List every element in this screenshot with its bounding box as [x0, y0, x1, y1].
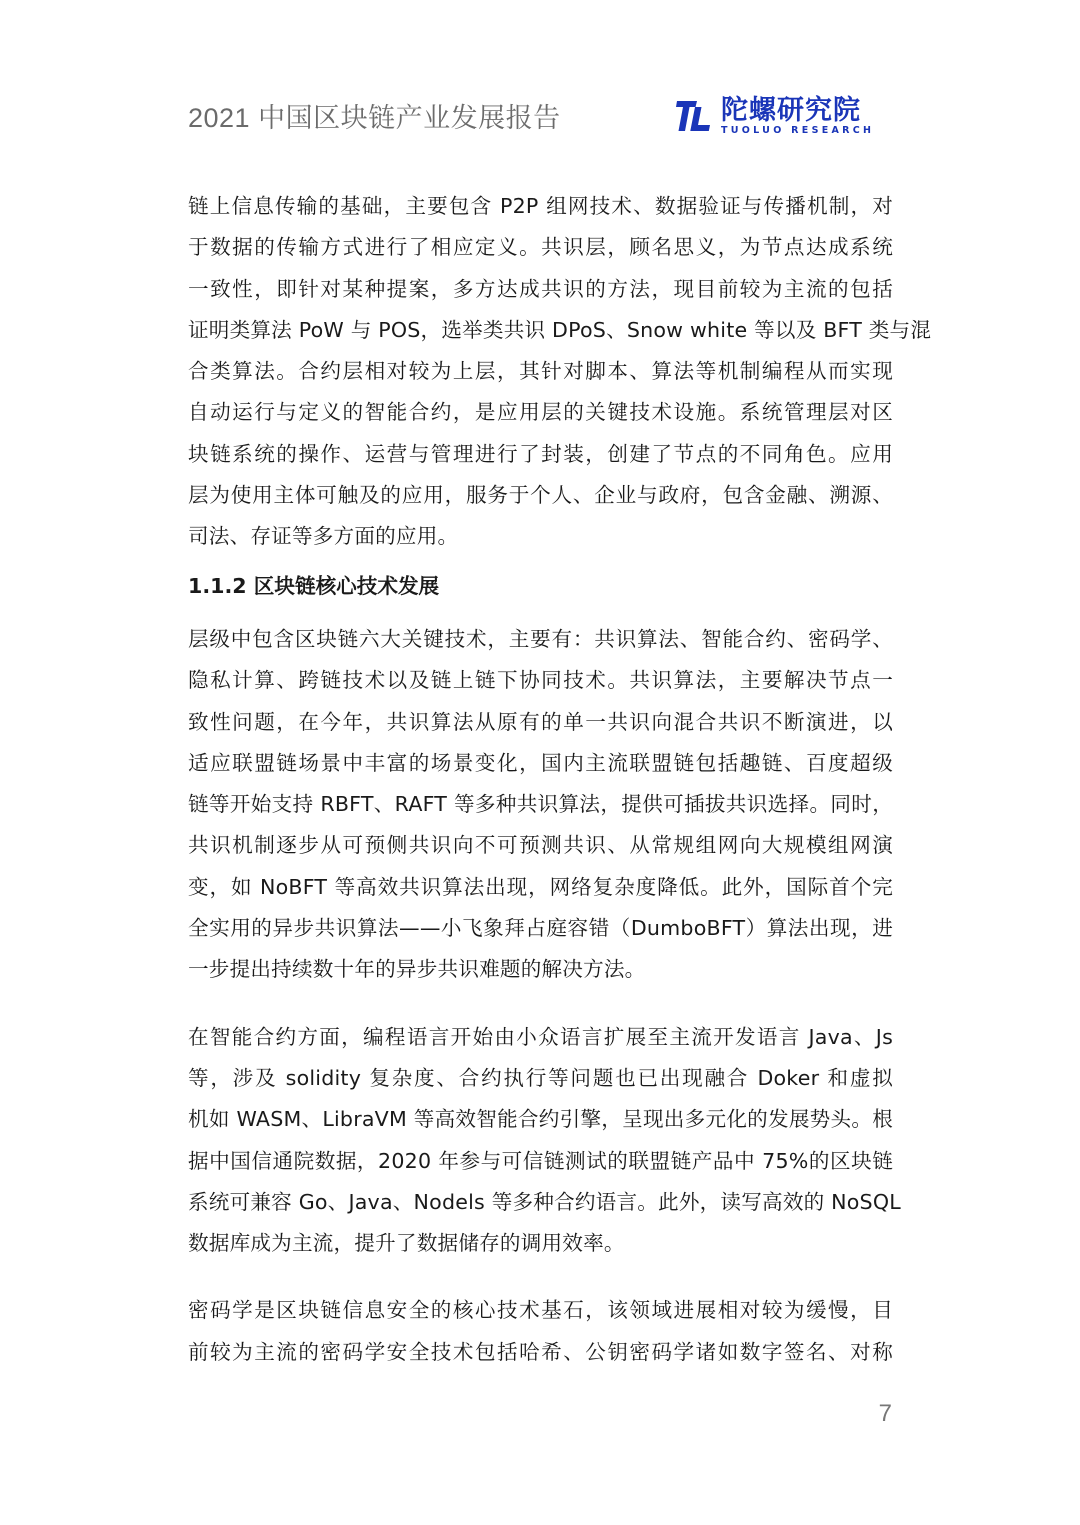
text-line: 适应联盟链场景中丰富的场景变化，国内主流联盟链包括趣链、百度超级 [188, 750, 893, 775]
tuoluo-research-logo [673, 94, 874, 138]
text-line: 在智能合约方面，编程语言开始由小众语言扩展至主流开发语言 Java、Js [188, 1024, 893, 1049]
text-line: 一致性，即针对某种提案，多方达成共识的方法，现目前较为主流的包括 [188, 276, 893, 301]
logo-name-cn: 陀螺研究院 [721, 94, 861, 126]
text-line: 全实用的异步共识算法——小飞象拜占庭容错（DumboBFT）算法出现，进 [188, 916, 893, 941]
text-line: 链等开始支持 RBFT、RAFT 等多种共识算法，提供可插拔共识选择。同时， [188, 792, 893, 817]
text-line: 密码学是区块链信息安全的核心技术基石，该领域进展相对较为缓慢，目 [188, 1298, 893, 1323]
paragraph-smart-contracts [188, 1017, 901, 1265]
text-line: 于数据的传输方式进行了相应定义。共识层，顾名思义，为节点达成系统 [188, 235, 893, 260]
paragraph-architecture-layers [188, 186, 932, 558]
page-number: 7 [878, 1400, 892, 1427]
text-line: 块链系统的操作、运营与管理进行了封装，创建了节点的不同角色。应用 [188, 441, 893, 466]
report-title: 2021 中国区块链产业发展报告 [188, 103, 561, 133]
spacer [188, 607, 893, 619]
page-header [188, 92, 893, 140]
text-line: 系统可兼容 Go、Java、Nodels 等多种合约语言。此外，读写高效的 NoSQL [188, 1189, 901, 1214]
text-line: 隐私计算、跨链技术以及链上链下协同技术。共识算法，主要解决节点一 [188, 668, 893, 693]
text-line: 一步提出持续数十年的异步共识难题的解决方法。 [188, 957, 646, 982]
text-line: 自动运行与定义的智能合约，是应用层的关键技术设施。系统管理层对区 [188, 400, 893, 425]
spacer [188, 1264, 893, 1290]
text-line: 等，涉及 solidity 复杂度、合约执行等问题也已出现融合 Doker 和虚拟 [188, 1065, 893, 1090]
text-line: 层为使用主体可触及的应用，服务于个人、企业与政府，包含金融、溯源、 [188, 483, 893, 508]
text-line: 致性问题，在今年，共识算法从原有的单一共识向混合共识不断演进，以 [188, 709, 893, 734]
tl-logo-mark-icon [673, 98, 713, 134]
text-line: 据中国信通院数据，2020 年参与可信链测试的联盟链产品中 75%的区块链 [188, 1148, 893, 1173]
logo-wordmark [721, 94, 875, 136]
document-body [188, 186, 932, 1373]
paragraph-consensus [188, 619, 893, 991]
text-line: 链上信息传输的基础，主要包含 P2P 组网技术、数据验证与传播机制，对 [188, 194, 893, 218]
text-line: 变，如 NoBFT 等高效共识算法出现，网络复杂度降低。此外，国际首个完 [188, 874, 893, 899]
text-line: 合类算法。合约层相对较为上层，其针对脚本、算法等机制编程从而实现 [188, 359, 893, 384]
paragraph-cryptography [188, 1290, 893, 1373]
text-line: 证明类算法 PoW 与 POS，选举类共识 DPoS、Snow white 等以及 BFT 类与混 [188, 317, 932, 342]
spacer [188, 991, 893, 1017]
section-heading: 1.1.2 区块链核心技术发展 [188, 573, 440, 598]
text-line: 司法、存证等多方面的应用。 [188, 524, 459, 549]
logo-name-en: TUOLUO RESEARCH [721, 124, 875, 136]
text-line: 机如 WASM、LibraVM 等高效智能合约引擎，呈现出多元化的发展势头。根 [188, 1107, 893, 1132]
text-line: 层级中包含区块链六大关键技术，主要有：共识算法、智能合约、密码学、 [188, 626, 893, 651]
text-line: 数据库成为主流，提升了数据储存的调用效率。 [188, 1231, 625, 1256]
text-line: 前较为主流的密码学安全技术包括哈希、公钥密码学诸如数字签名、对称 [188, 1339, 893, 1364]
text-line: 共识机制逐步从可预侧共识向不可预测共识、从常规组网向大规模组网演 [188, 833, 893, 858]
